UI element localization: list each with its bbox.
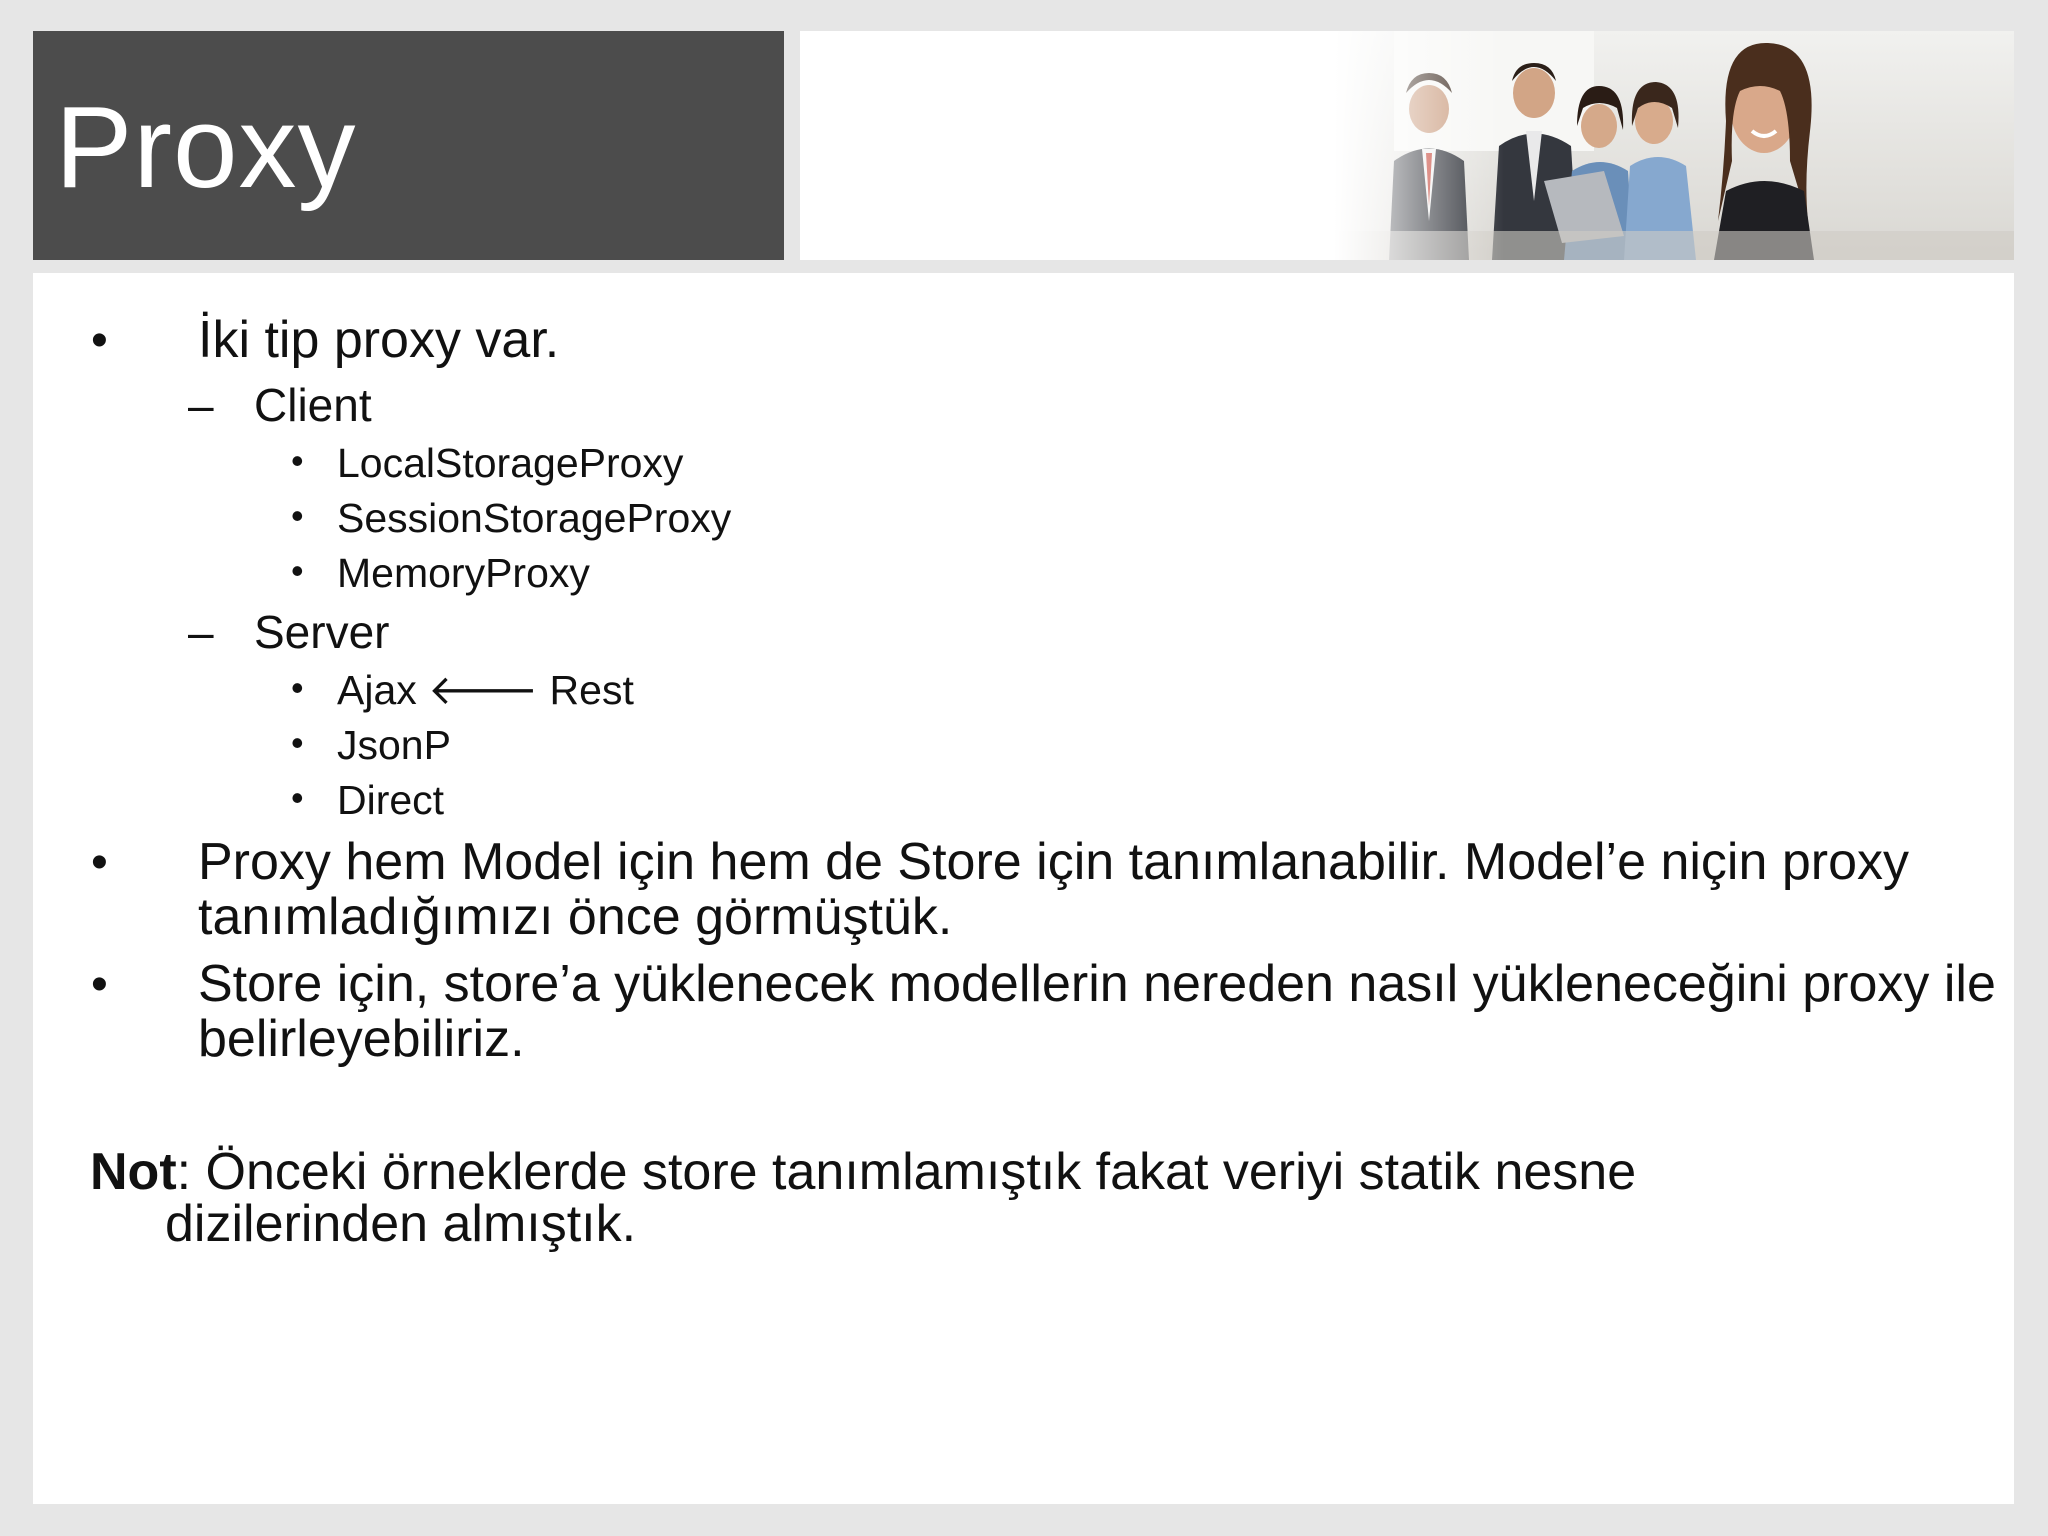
item-text: Direct [337,777,445,823]
bullet-marker: • [291,495,304,536]
list-item [91,835,1981,945]
header-photo-banner [800,31,2014,260]
bullet-marker: • [91,836,108,889]
sub-item-label: Server [254,606,390,658]
dash-marker: – [188,606,214,658]
item-text: MemoryProxy [337,550,590,596]
slide-content [33,273,2014,1504]
sub-item-label: Client [254,379,372,431]
slide-title: Proxy [55,82,357,212]
list-item [91,313,1981,368]
note-label: Not [90,1143,177,1201]
bullet-marker: • [291,440,304,481]
item-text: JsonP [337,722,451,768]
bullet-text: İki tip proxy var. [198,311,560,369]
bullet-marker: • [291,550,304,591]
business-team-photo [1334,31,2014,260]
ajax-label: Ajax [337,667,417,713]
note-text-line1: : Önceki örneklerde store tanımlamıştık fakat veriyi statik nesne [176,1143,1637,1201]
bullet-marker: • [91,958,108,1011]
bullet-marker: • [291,667,304,708]
bullet-text: Proxy hem Model için hem de Store için tanımlanabilir. Model’e niçin proxy tanımladığımızı önce görmüştük. [198,833,1909,946]
item-text: LocalStorageProxy [337,440,684,486]
item-text: SessionStorageProxy [337,495,732,541]
title-banner [33,31,784,260]
note-paragraph [90,1143,1950,1253]
bullet-text: Store için, store’a yüklenecek modellerin nereden nasıl yükleneceğini proxy ile belirleyebiliriz. [198,955,1996,1068]
note-text-line2: dizilerinden almıştık. [165,1195,637,1253]
item-text [337,667,634,713]
bullet-marker: • [91,314,108,367]
rest-label: Rest [549,667,634,713]
arrow-left-icon: 🡐 [428,667,539,713]
bullet-marker: • [291,777,304,818]
list-item [91,955,1996,1068]
bullet-marker: • [291,722,304,763]
dash-marker: – [188,379,214,431]
